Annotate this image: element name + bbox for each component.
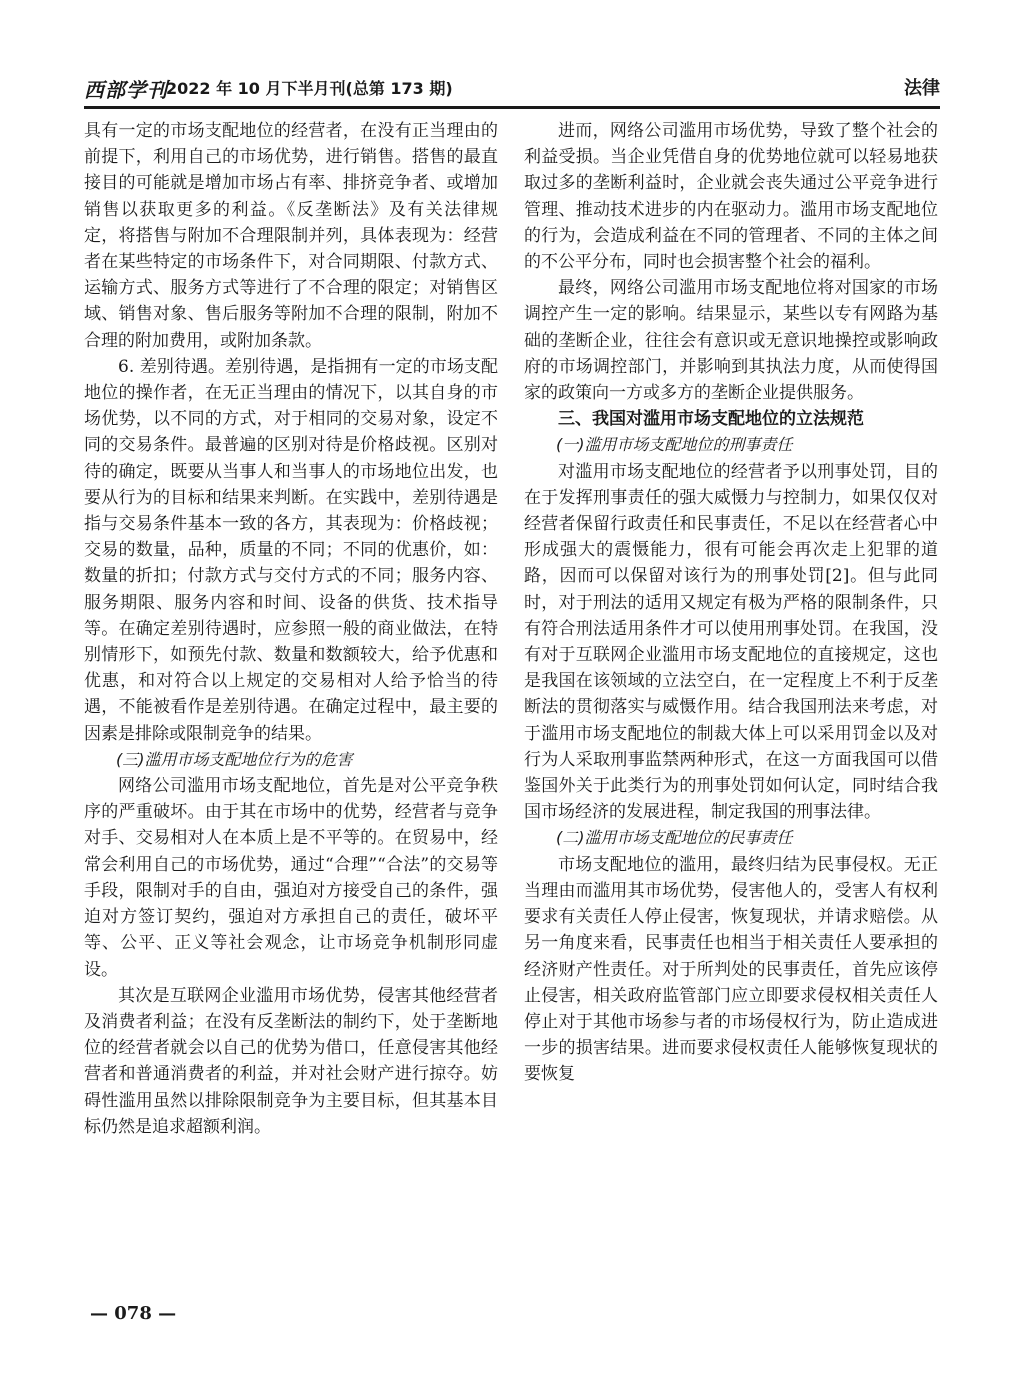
subsection-heading: (三)滥用市场支配地位行为的危害 bbox=[116, 749, 353, 769]
paragraph: 对滥用市场支配地位的经营者予以刑事处罚，目的在于发挥刑事责任的强大威慑力与控制力，如果仅仅对经营者保留行政责任和民事责任，不足以在经营者心中形成强大的震慑能力，很有可能会再次走上犯罪的道路，因而可以保留对该行为的刑事处罚[2]。但与此同时，对于刑法的适用又规定有极为严格的限制条件，只有符合刑法适用条件才可以使用刑事处罚。在我国，没有对于互联网企业滥用市场支配地位的直接规定，这也是我国在该领域的立法空白，在一定程度上不利于反垄断法的贯彻落实与威慑作用。结合我国刑法来考虑，对于滥用市场支配地位的制裁大体上可以采用罚金以及对行为人采取刑事监禁两种形式，在这一方面我国可以借鉴国外关于此类行为的刑事处罚如何认定，同时结合我国市场经济的发展进程，制定我国的刑事法律。 bbox=[524, 461, 938, 823]
paragraph: 6. 差别待遇。差别待遇，是指拥有一定的市场支配地位的操作者，在无正当理由的情况下，以其自身的市场优势，以不同的方式，对于相同的交易对象，设定不同的交易条件。最普遍的区别对待是价格歧视。区别对待的确定，既要从当事人和当事人的市场地位出发，也要从行为的目标和结果来判断。在实践中，差别待遇是指与交易条件基本一致的各方，其表现为：价格歧视；交易的数量，品种，质量的不同；不同的优惠价，如：数量的折扣；付款方式与交付方式的不同；服务内容、服务期限、服务内容和时间、设备的供货、技术指导等。在确定差别待遇时，应参照一般的商业做法，在特别情形下，如预先付款、数量和数额较大，给予优惠和优惠，和对符合以上规定的交易相对人给予恰当的待遇，不能被看作是差别待遇。在确定过程中，最主要的因素是排除或限制竞争的结果。 bbox=[84, 356, 498, 744]
issue-info: 2022 年 10 月下半月刊(总第 173 期) bbox=[166, 79, 453, 98]
page-number: — 078 — bbox=[90, 1303, 177, 1324]
right-column bbox=[524, 118, 938, 1088]
subsection-heading: (二)滥用市场支配地位的民事责任 bbox=[556, 828, 793, 848]
paragraph: 网络公司滥用市场支配地位，首先是对公平竞争秩序的严重破坏。由于其在市场中的优势，经营者与竞争对手、交易相对人在本质上是不平等的。在贸易中，经常会利用自己的市场优势，通过“合理”“合法”的交易等手段，限制对手的自由，强迫对方接受自己的条件，强迫对方签订契约，强迫对方承担自己的责任，破坏平等、公平、正义等社会观念，让市场竞争机制形同虚设。 bbox=[84, 776, 498, 980]
left-column bbox=[84, 118, 498, 1140]
header-rule bbox=[84, 106, 940, 109]
paragraph: 其次是互联网企业滥用市场优势，侵害其他经营者及消费者利益；在没有反垄断法的制约下，处于垄断地位的经营者就会以自己的优势为借口，任意侵害其他经营者和普通消费者的利益，并对社会财产进行掠夺。妨碍性滥用虽然以排除限制竞争为主要目标，但其基本目标仍然是追求超额利润。 bbox=[84, 985, 498, 1137]
paragraph: 进而，网络公司滥用市场优势，导致了整个社会的利益受损。当企业凭借自身的优势地位就可以轻易地获取过多的垄断利益时，企业就会丧失通过公平竞争进行管理、推动技术进步的内在驱动力。滥用市场支配地位的行为，会造成利益在不同的管理者、不同的主体之间的不公平分布，同时也会损害整个社会的福利。 bbox=[524, 121, 938, 273]
subsection-heading: (一)滥用市场支配地位的刑事责任 bbox=[556, 435, 793, 455]
section-title: 法律 bbox=[904, 78, 940, 99]
page-header bbox=[84, 66, 940, 106]
journal-logo: 西部学刊 bbox=[84, 78, 168, 102]
paragraph: 具有一定的市场支配地位的经营者，在没有正当理由的前提下，利用自己的市场优势，进行销售。搭售的最直接目的可能就是增加市场占有率、排挤竞争者、或增加销售以获取更多的利益。《反垄断法》及有关法律规定，将搭售与附加不合理限制并列，具体表现为：经营者在某些特定的市场条件下，对合同期限、付款方式、运输方式、服务方式等进行了不合理的限定；对销售区域、销售对象、售后服务等附加不合理的限制，附加不合理的附加费用，或附加条款。 bbox=[84, 121, 498, 351]
paragraph: 最终，网络公司滥用市场支配地位将对国家的市场调控产生一定的影响。结果显示，某些以专有网路为基础的垄断企业，往往会有意识或无意识地操控或影响政府的市场调控部门，并影响到其执法力度，从而使得国家的政策向一方或多方的垄断企业提供服务。 bbox=[524, 278, 938, 404]
section-heading: 三、我国对滥用市场支配地位的立法规范 bbox=[558, 409, 864, 430]
paragraph: 市场支配地位的滥用，最终归结为民事侵权。无正当理由而滥用其市场优势，侵害他人的，受害人有权利要求有关责任人停止侵害，恢复现状，并请求赔偿。从另一角度来看，民事责任也相当于相关责任人要承担的经济财产性责任。对于所判处的民事责任，首先应该停止侵害，相关政府监管部门应立即要求侵权相关责任人停止对于其他市场参与者的市场侵权行为，防止造成进一步的损害结果。进而要求侵权责任人能够恢复现状的要恢复 bbox=[524, 854, 938, 1085]
